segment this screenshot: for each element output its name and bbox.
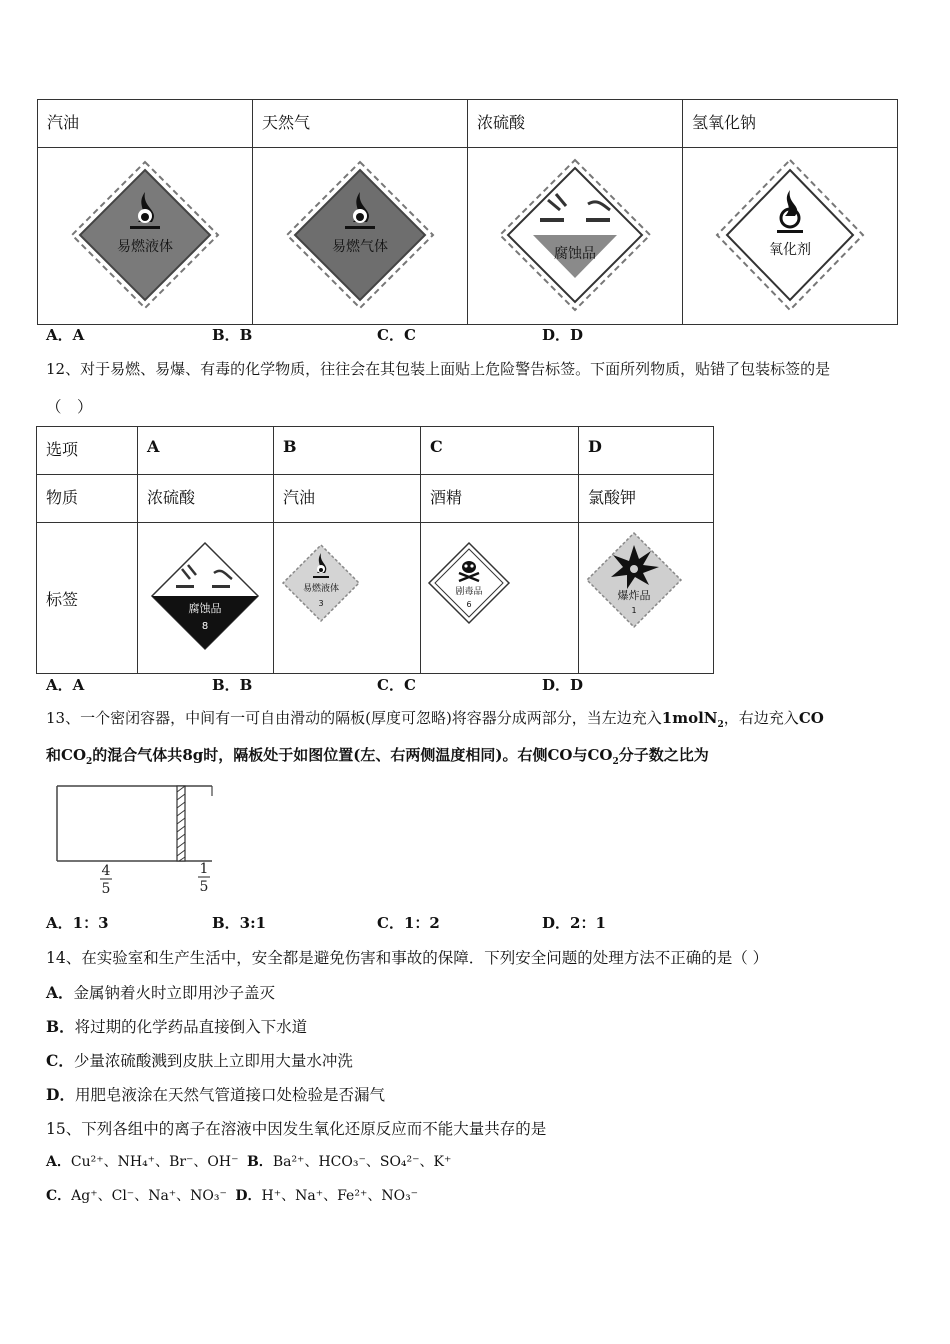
q12-option-d[interactable]: D．D <box>542 676 584 694</box>
corrosive-label <box>468 148 682 320</box>
q15-option-a-letter: A． <box>46 1154 71 1170</box>
q11-option-d[interactable]: D．D <box>542 326 584 344</box>
q13-line2-i: 分子数之比为 <box>618 746 709 764</box>
q12-header-1: A <box>147 437 160 456</box>
q14-option-d[interactable] <box>46 1083 385 1105</box>
q14-option-b[interactable] <box>46 1015 307 1037</box>
frac-right-den: 5 <box>199 879 209 895</box>
q13-option-b[interactable]: B．3:1 <box>212 914 267 932</box>
q12-substance-cell <box>421 475 579 523</box>
q15-option-b-ions: Ba²⁺、HCO₃⁻、SO₄²⁻、K⁺ <box>272 1154 452 1170</box>
q12-label-title-cell <box>37 523 138 674</box>
q14-option-a-letter: A． <box>46 983 74 1002</box>
q13-line1-d: CO <box>798 709 824 727</box>
q14-stem: 14、在实验室和生产生活中，安全都是避免伤害和事故的保障．下列安全问题的处理方法不正确的是（ ） <box>46 949 769 967</box>
q12-label-cell <box>421 523 579 674</box>
q12-label-cell <box>274 523 421 674</box>
q12-substance-cell <box>138 475 274 523</box>
q13-line2-f: CO <box>547 746 573 764</box>
q11-label-text-1: 易燃气体 <box>332 239 388 255</box>
q11-header-3: 氢氧化钠 <box>692 113 757 132</box>
q12-stem: 12、对于易燃、易爆、有毒的化学物质，往往会在其包装上面贴上危险警告标签。下面所列物质，贴错了包装标签的是 <box>46 360 831 378</box>
flammable-liquid-label <box>38 148 252 320</box>
oxidizer-label <box>683 148 897 320</box>
q15-option-d-ions: H⁺、Na⁺、Fe²⁺、NO₃⁻ <box>261 1188 419 1204</box>
q12-header-cell <box>138 427 274 475</box>
q13-line2-a: 和 <box>46 746 62 764</box>
q12-substance-4: 氯酸钾 <box>588 488 637 507</box>
q12-flammable-label <box>274 523 420 669</box>
q13-line2-h: CO <box>587 746 613 764</box>
q13-line2-d: 8g <box>182 746 204 764</box>
flammable-gas-label <box>253 148 467 320</box>
q11-header-cell <box>468 100 683 148</box>
q14-option-b-letter: B． <box>46 1017 75 1036</box>
q12-header-0: 选项 <box>46 440 79 459</box>
q12-header-cell <box>274 427 421 475</box>
q11-label-text-0: 易燃液体 <box>117 239 173 255</box>
q12-header-3: C <box>430 437 443 456</box>
q13-line2 <box>46 744 709 767</box>
q12-label-num-2: 6 <box>466 600 472 609</box>
q13-option-c[interactable]: C．1：2 <box>377 914 440 932</box>
q12-label-text-0: 腐蚀品 <box>188 602 222 615</box>
q12-substance-cell <box>37 475 138 523</box>
q15-option-d[interactable] <box>235 1188 418 1204</box>
q12-label-num-3: 1 <box>631 606 637 615</box>
q12-substance-3: 酒精 <box>430 488 463 507</box>
q12-label-text-2: 剧毒品 <box>455 587 483 597</box>
q13-line2-c: 的混合气体共 <box>92 746 183 764</box>
q12-label-text-3: 爆炸品 <box>617 589 651 602</box>
q12-option-a[interactable]: A．A <box>46 676 85 694</box>
q15-row-ab <box>46 1151 451 1171</box>
q13-line2-e: 时，隔板处于如图位置(左、右两侧温度相同)。右侧 <box>203 746 548 764</box>
q11-header-0: 汽油 <box>47 113 80 132</box>
q14-option-c-letter: C． <box>46 1051 74 1070</box>
q11-header-2: 浓硫酸 <box>477 113 526 132</box>
q11-option-c[interactable]: C．C <box>377 326 416 344</box>
q13-option-a[interactable]: A．1：3 <box>46 914 109 932</box>
q15-option-a[interactable] <box>46 1154 239 1170</box>
q15-option-b-letter: B． <box>246 1154 273 1170</box>
q11-header-cell <box>38 100 253 148</box>
q13-line2-b: CO <box>61 746 87 764</box>
q12-corrosive-label <box>138 523 273 669</box>
q12-substance-cell <box>579 475 714 523</box>
q12-label-title: 标签 <box>46 589 79 609</box>
q13-line1-b: 1molN <box>661 709 718 727</box>
q11-table <box>37 99 898 325</box>
q15-option-d-letter: D． <box>235 1188 262 1204</box>
q12-label-text-1: 易燃液体 <box>302 584 340 594</box>
q14-option-d-letter: D． <box>46 1085 75 1104</box>
q11-label-cell <box>38 148 253 325</box>
q13-line2-b-sub: 2 <box>86 757 93 767</box>
q12-substance-2: 汽油 <box>283 488 316 507</box>
frac-right-num: 1 <box>199 861 209 877</box>
q13-line2-g: 与 <box>572 746 588 764</box>
q11-label-cell <box>683 148 898 325</box>
q15-stem: 15、下列各组中的离子在溶液中因发生氧化还原反应而不能大量共存的是 <box>46 1120 547 1138</box>
q12-label-cell <box>138 523 274 674</box>
q12-paren: （ ） <box>46 398 93 416</box>
q11-header-cell <box>683 100 898 148</box>
q11-label-text-2: 腐蚀品 <box>554 246 596 262</box>
q13-container-diagram <box>50 778 220 902</box>
q13-line1-b-sub: 2 <box>717 720 724 730</box>
q11-header-cell <box>253 100 468 148</box>
q14-option-a[interactable] <box>46 981 275 1003</box>
q12-header-2: B <box>283 437 297 456</box>
q12-toxic-label <box>421 523 578 669</box>
q14-option-b-text: 将过期的化学药品直接倒入下水道 <box>74 1018 308 1036</box>
q12-substance-0: 物质 <box>46 488 79 507</box>
q15-option-c[interactable] <box>46 1188 227 1204</box>
q12-explosive-label <box>579 523 713 669</box>
q11-label-cell <box>468 148 683 325</box>
q11-label-text-3: 氧化剂 <box>769 242 811 258</box>
q15-option-c-letter: C． <box>46 1188 72 1204</box>
q12-label-num-1: 3 <box>318 599 324 608</box>
q11-option-a[interactable]: A．A <box>46 326 85 344</box>
q11-header-1: 天然气 <box>262 113 311 132</box>
sliding-partition <box>177 786 185 861</box>
q12-label-num-0: 8 <box>201 621 209 632</box>
q13-option-d[interactable]: D．2：1 <box>542 914 606 932</box>
q12-label-cell <box>579 523 714 674</box>
q15-option-c-ions: Ag⁺、Cl⁻、Na⁺、NO₃⁻ <box>71 1188 227 1204</box>
frac-left-num: 4 <box>101 863 111 879</box>
q13-line1 <box>46 707 824 730</box>
q14-option-a-text: 金属钠着火时立即用沙子盖灭 <box>73 984 276 1002</box>
q13-line1-c: ，右边充入 <box>723 709 799 727</box>
q11-label-cell <box>253 148 468 325</box>
q12-header-cell <box>421 427 579 475</box>
q12-option-c[interactable]: C．C <box>377 676 416 694</box>
q14-option-c[interactable] <box>46 1049 353 1071</box>
container-box <box>57 786 212 861</box>
q12-header-cell <box>579 427 714 475</box>
frac-left-den: 5 <box>101 881 111 897</box>
q11-option-b[interactable]: B．B <box>212 326 253 344</box>
q12-option-b[interactable]: B．B <box>212 676 253 694</box>
q14-option-d-text: 用肥皂液涂在天然气管道接口处检验是否漏气 <box>74 1086 385 1104</box>
q12-substance-1: 浓硫酸 <box>147 488 196 507</box>
q13-line1-a: 13、一个密闭容器，中间有一可自由滑动的隔板(厚度可忽略)将容器分成两部分，当左边充入 <box>46 709 662 727</box>
q12-header-cell <box>37 427 138 475</box>
q15-option-a-ions: Cu²⁺、NH₄⁺、Br⁻、OH⁻ <box>70 1154 239 1170</box>
q14-option-c-text: 少量浓硫酸溅到皮肤上立即用大量水冲洗 <box>73 1052 353 1070</box>
q15-option-b[interactable] <box>247 1154 451 1170</box>
q15-row-cd <box>46 1185 418 1205</box>
q12-substance-cell <box>274 475 421 523</box>
q12-table <box>36 426 714 674</box>
q12-header-4: D <box>588 437 602 456</box>
q13-line2-h-sub: 2 <box>612 757 619 767</box>
